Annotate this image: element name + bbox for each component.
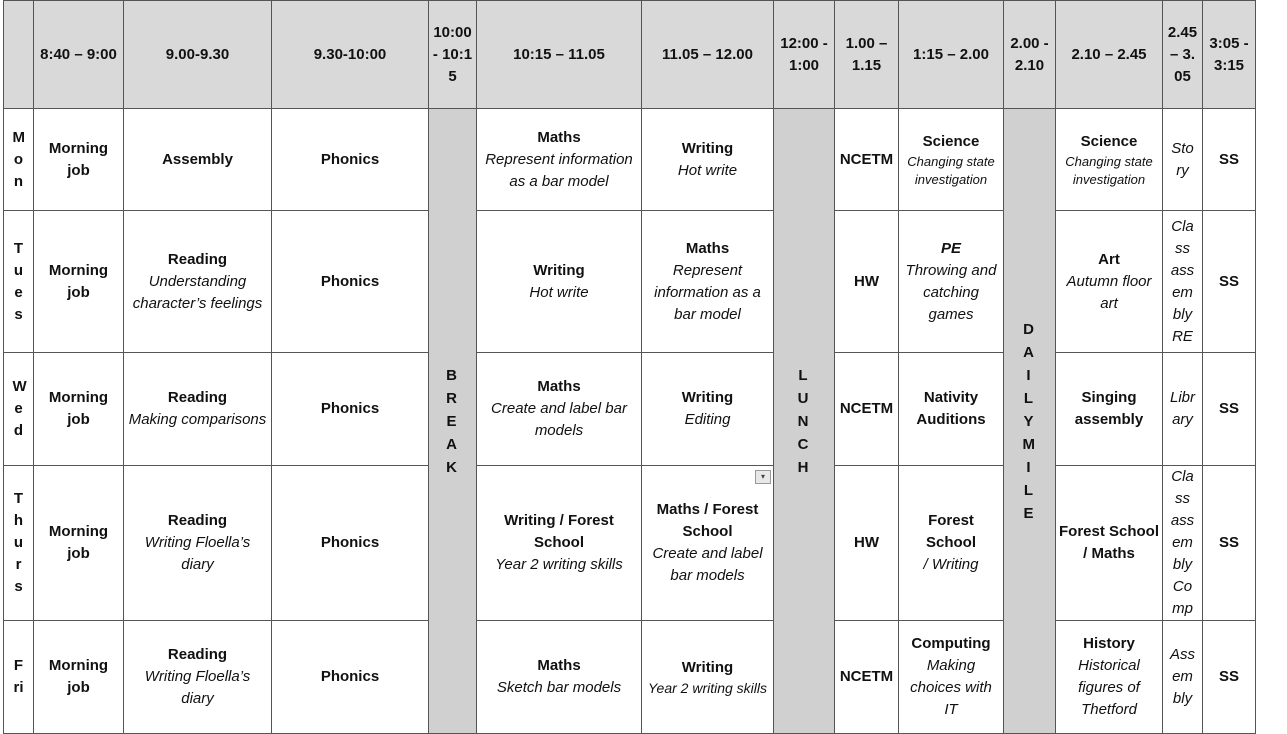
lesson-cell: PE Throwing and catching games	[899, 211, 1004, 353]
header-row	[4, 1, 1256, 109]
header-time-10: 2.00 - 2.10	[1004, 1, 1056, 109]
ss-cell: SS	[1203, 466, 1256, 621]
lesson-cell: Singing assembly	[1056, 353, 1163, 466]
afternoon-activity-cell: Assembly	[1163, 621, 1203, 734]
lesson-cell: Forest School / Writing	[899, 466, 1004, 621]
ss-cell: SS	[1203, 621, 1256, 734]
lesson-cell: ▾ Maths / Forest School Create and label bar models	[642, 466, 774, 621]
lesson-cell: Assembly	[124, 109, 272, 211]
day-label: Fri	[4, 621, 34, 734]
dropdown-toggle-icon[interactable]: ▾	[755, 470, 771, 484]
header-time-13: 3:05 - 3:15	[1203, 1, 1256, 109]
lesson-cell: Reading Writing Floella’s diary	[124, 621, 272, 734]
afternoon-activity-cell: Story	[1163, 109, 1203, 211]
lesson-cell: Reading Understanding character’s feelings	[124, 211, 272, 353]
header-time-8: 1.00 – 1.15	[835, 1, 899, 109]
break-column: BREAK	[429, 109, 477, 734]
header-time-5: 10:15 – 11.05	[477, 1, 642, 109]
morning-job-cell: Morning job	[34, 109, 124, 211]
lesson-cell: Art Autumn floor art	[1056, 211, 1163, 353]
corner-cell	[4, 1, 34, 109]
header-time-4: 10:00 - 10:15	[429, 1, 477, 109]
phonics-cell: Phonics	[272, 211, 429, 353]
ss-cell: SS	[1203, 353, 1256, 466]
day-row-thurs	[4, 466, 1256, 621]
lesson-cell: Nativity Auditions	[899, 353, 1004, 466]
header-time-3: 9.30-10:00	[272, 1, 429, 109]
lesson-cell: Computing Making choices with IT	[899, 621, 1004, 734]
lesson-cell: Reading Making comparisons	[124, 353, 272, 466]
header-time-1: 8:40 – 9:00	[34, 1, 124, 109]
afternoon-activity-cell: Class assembly RE	[1163, 211, 1203, 353]
lesson-cell: Maths Represent information as a bar model	[642, 211, 774, 353]
timetable	[3, 0, 1256, 734]
lesson-cell: Forest School / Maths	[1056, 466, 1163, 621]
ncetm-cell: NCETM	[835, 109, 899, 211]
afternoon-activity-cell: Library	[1163, 353, 1203, 466]
phonics-cell: Phonics	[272, 466, 429, 621]
lesson-cell: Science Changing state investigation	[899, 109, 1004, 211]
ss-cell: SS	[1203, 109, 1256, 211]
day-label: Tues	[4, 211, 34, 353]
morning-job-cell: Morning job	[34, 621, 124, 734]
afternoon-activity-cell: Class assembly Comp	[1163, 466, 1203, 621]
hw-cell: HW	[835, 466, 899, 621]
day-row-fri	[4, 621, 1256, 734]
header-time-11: 2.10 – 2.45	[1056, 1, 1163, 109]
header-time-2: 9.00-9.30	[124, 1, 272, 109]
header-time-7: 12:00 - 1:00	[774, 1, 835, 109]
day-row-tues	[4, 211, 1256, 353]
day-row-mon	[4, 109, 1256, 211]
lesson-cell: Maths Create and label bar models	[477, 353, 642, 466]
ncetm-cell: NCETM	[835, 621, 899, 734]
lesson-cell: Science Changing state investigation	[1056, 109, 1163, 211]
lesson-cell: Maths Sketch bar models	[477, 621, 642, 734]
phonics-cell: Phonics	[272, 353, 429, 466]
day-label: Thurs	[4, 466, 34, 621]
lesson-cell: Writing Hot write	[642, 109, 774, 211]
lunch-column: LUNCH	[774, 109, 835, 734]
day-label: Wed	[4, 353, 34, 466]
header-time-6: 11.05 – 12.00	[642, 1, 774, 109]
lesson-cell: History Historical figures of Thetford	[1056, 621, 1163, 734]
lesson-cell: Writing Year 2 writing skills	[642, 621, 774, 734]
lesson-cell: Reading Writing Floella’s diary	[124, 466, 272, 621]
morning-job-cell: Morning job	[34, 353, 124, 466]
header-time-12: 2.45 – 3.05	[1163, 1, 1203, 109]
hw-cell: HW	[835, 211, 899, 353]
header-time-9: 1:15 – 2.00	[899, 1, 1004, 109]
phonics-cell: Phonics	[272, 621, 429, 734]
lesson-cell: Writing Editing	[642, 353, 774, 466]
ncetm-cell: NCETM	[835, 353, 899, 466]
lesson-cell: Writing / Forest School Year 2 writing skills	[477, 466, 642, 621]
ss-cell: SS	[1203, 211, 1256, 353]
daily-mile-column: DAILY MILE	[1004, 109, 1056, 734]
morning-job-cell: Morning job	[34, 466, 124, 621]
lesson-cell: Writing Hot write	[477, 211, 642, 353]
day-row-wed	[4, 353, 1256, 466]
lesson-cell: Maths Represent information as a bar model	[477, 109, 642, 211]
phonics-cell: Phonics	[272, 109, 429, 211]
morning-job-cell: Morning job	[34, 211, 124, 353]
day-label: Mon	[4, 109, 34, 211]
